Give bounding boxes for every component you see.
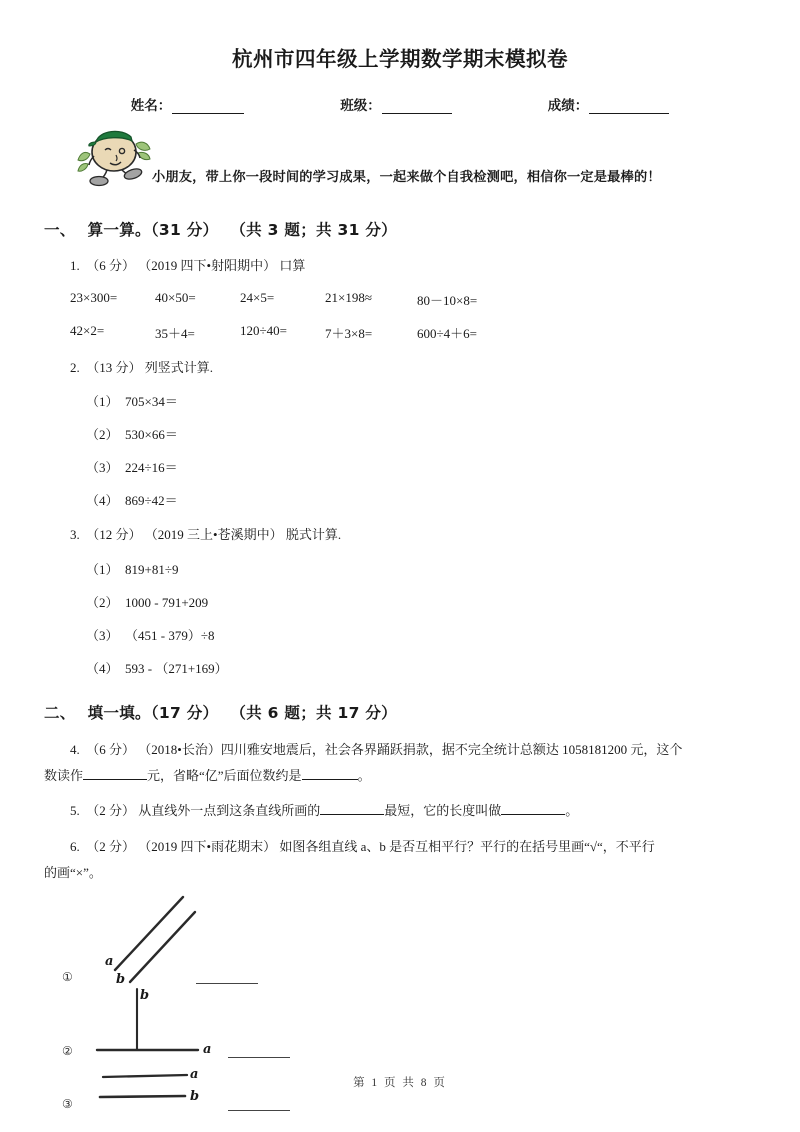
section-2-title: 填一填。 [87, 703, 151, 722]
q3-source: （2019 三上•苍溪期中） [144, 527, 283, 542]
cartoon-boy-icon [72, 126, 156, 188]
section-2-points: （17 分） [150, 703, 219, 722]
q6-figure-3-answer-blank[interactable] [228, 1109, 290, 1111]
q2-item-2-expr: 530×66＝ [125, 427, 178, 442]
section-heading-2 [44, 701, 800, 723]
section-1-index: 一、 [44, 221, 76, 239]
q3-points: （12 分） [86, 527, 142, 542]
q6-text-a: 如图各组直线 a、b 是否互相平行？平行的在括号里画“√“，不平行 [279, 839, 655, 854]
q3-number: 3. [70, 527, 80, 542]
q4-text-b: 数读作 [44, 767, 84, 783]
name-label: 姓名： [130, 98, 172, 114]
q3-item-3-expr: （451 - 379）÷8 [125, 627, 215, 643]
section-2-index: 二、 [44, 703, 76, 722]
section-1-summary: （共 3 题；共 31 分） [230, 221, 397, 239]
q2-item-2 [0, 424, 800, 443]
q4-answer-blank-2[interactable] [302, 768, 358, 780]
q2-item-1-label: （1） [86, 394, 119, 409]
q6-figure-2-answer-blank[interactable] [228, 1056, 290, 1058]
q6-figure-2-label-b: b [140, 988, 150, 1003]
q3-item-2-label: （2） [86, 594, 119, 610]
q2-item-3 [0, 457, 800, 476]
section-2-summary: （共 6 题；共 17 分） [230, 703, 397, 722]
q6-figure-2-index: ② [62, 1044, 73, 1058]
q4-text-d: 。 [357, 767, 371, 783]
q3-item-4-label: （4） [86, 660, 119, 676]
q1-expr-2: 40×50= [155, 289, 196, 305]
question-5 [0, 801, 800, 821]
question-3-header [0, 525, 800, 545]
q5-number: 5. [70, 802, 80, 818]
q1-expr-8: 120÷40= [240, 322, 287, 338]
q4-number: 4. [70, 741, 80, 757]
q1-expr-3: 24×5= [240, 289, 275, 305]
q3-prompt: 脱式计算. [285, 527, 342, 542]
page-footer: 第 1 页 共 8 页 [353, 1077, 447, 1089]
q3-item-3 [0, 625, 800, 644]
q1-expr-4: 21×198≈ [325, 289, 372, 305]
score-field[interactable] [548, 94, 670, 114]
q6-points: （2 分） [86, 839, 136, 854]
q5-text-a: 从直线外一点到这条直线所画的 [138, 802, 321, 818]
student-info-row [0, 94, 800, 114]
q6-source: （2019 四下•雨花期末） [138, 839, 277, 854]
q2-prompt: 列竖式计算. [144, 359, 214, 375]
q1-expr-9: 7＋3×8= [325, 325, 373, 341]
q3-item-1 [0, 559, 800, 578]
greeting-block [0, 126, 800, 198]
q1-prompt: 口算 [279, 258, 306, 273]
q6-figure-1-label-b: b [116, 972, 126, 987]
question-1-header [0, 256, 800, 276]
q1-expr-5: 80－10×8= [417, 292, 478, 308]
q1-expr-7: 35＋4= [155, 325, 195, 341]
class-input-blank[interactable] [382, 101, 452, 114]
q2-item-3-label: （3） [86, 460, 119, 475]
class-label: 班级： [340, 98, 381, 114]
q6-figure-3-label-b: b [190, 1089, 200, 1104]
q1-expr-10: 600÷4＋6= [417, 325, 477, 341]
section-1-points: （31 分） [150, 221, 219, 239]
question-4 [0, 737, 800, 789]
q2-item-3-expr: 224÷16＝ [125, 460, 178, 475]
q2-item-1 [0, 391, 800, 410]
question-2-header [0, 358, 800, 378]
q2-number: 2. [70, 359, 80, 375]
q6-figure-2-label-a: a [203, 1042, 212, 1057]
q6-text-b: 的画“×”。 [44, 865, 102, 880]
q1-number: 1. [70, 258, 80, 273]
perpendicular-lines-icon [90, 984, 220, 1064]
q4-source: （2018•长治） [138, 741, 221, 757]
q6-number: 6. [70, 839, 80, 854]
q1-expr-6: 42×2= [70, 322, 105, 338]
section-1-title: 算一算。 [87, 221, 151, 239]
q2-item-4 [0, 490, 800, 509]
q1-expr-1: 23×300= [70, 289, 118, 305]
q1-row-2 [0, 323, 800, 342]
score-input-blank[interactable] [589, 101, 669, 114]
q4-text-c: 元，省略“亿”后面位数约是 [147, 767, 302, 783]
q5-answer-blank-2[interactable] [501, 803, 565, 815]
q2-points: （13 分） [86, 359, 142, 375]
q6-figure-1-label-a: a [105, 954, 114, 969]
q2-item-4-expr: 869÷42＝ [125, 493, 178, 508]
q3-item-2-expr: 1000 - 791+209 [125, 594, 209, 610]
q2-item-2-label: （2） [86, 427, 119, 442]
q6-figure-3-index: ③ [62, 1097, 73, 1111]
q3-item-1-label: （1） [86, 561, 119, 577]
q1-row-1 [0, 290, 800, 309]
q5-text-b: 最短，它的长度叫做 [384, 802, 502, 818]
q4-answer-blank-1[interactable] [83, 768, 147, 780]
question-6 [0, 834, 800, 886]
name-field[interactable] [131, 94, 245, 114]
name-input-blank[interactable] [172, 101, 244, 114]
q5-points: （2 分） [86, 802, 136, 818]
greeting-text: 小朋友，带上你一段时间的学习成果，一起来做个自我检测吧，相信你一定是最棒的！ [152, 170, 661, 185]
q2-item-1-expr: 705×34＝ [125, 394, 178, 409]
q3-item-4 [0, 658, 800, 677]
q1-points: （6 分） [86, 258, 136, 273]
q1-source: （2019 四下•射阳期中） [138, 258, 277, 273]
parallel-diagonal-lines-icon [95, 892, 225, 987]
q6-figure-group [0, 892, 800, 1132]
q5-text-c: 。 [565, 802, 579, 818]
q3-item-3-label: （3） [86, 627, 119, 643]
q3-item-2 [0, 592, 800, 611]
page-title: 杭州市四年级上学期数学期末模拟卷 [232, 47, 568, 71]
score-label: 成绩： [547, 98, 589, 114]
q6-figure-1-index: ① [62, 970, 73, 984]
q5-answer-blank-1[interactable] [320, 803, 384, 815]
q3-item-1-expr: 819+81÷9 [125, 561, 179, 577]
section-heading-1 [44, 218, 800, 240]
q4-text-a: 四川雅安地震后，社会各界踊跃捐款，据不完全统计总额达 1058181200 元，这个 [220, 741, 683, 757]
q2-item-4-label: （4） [86, 493, 119, 508]
q4-points: （6 分） [86, 741, 136, 757]
q6-figure-3-label-a: a [190, 1067, 199, 1082]
q3-item-4-expr: 593 - （271+169） [125, 660, 228, 676]
class-field[interactable] [340, 94, 452, 114]
